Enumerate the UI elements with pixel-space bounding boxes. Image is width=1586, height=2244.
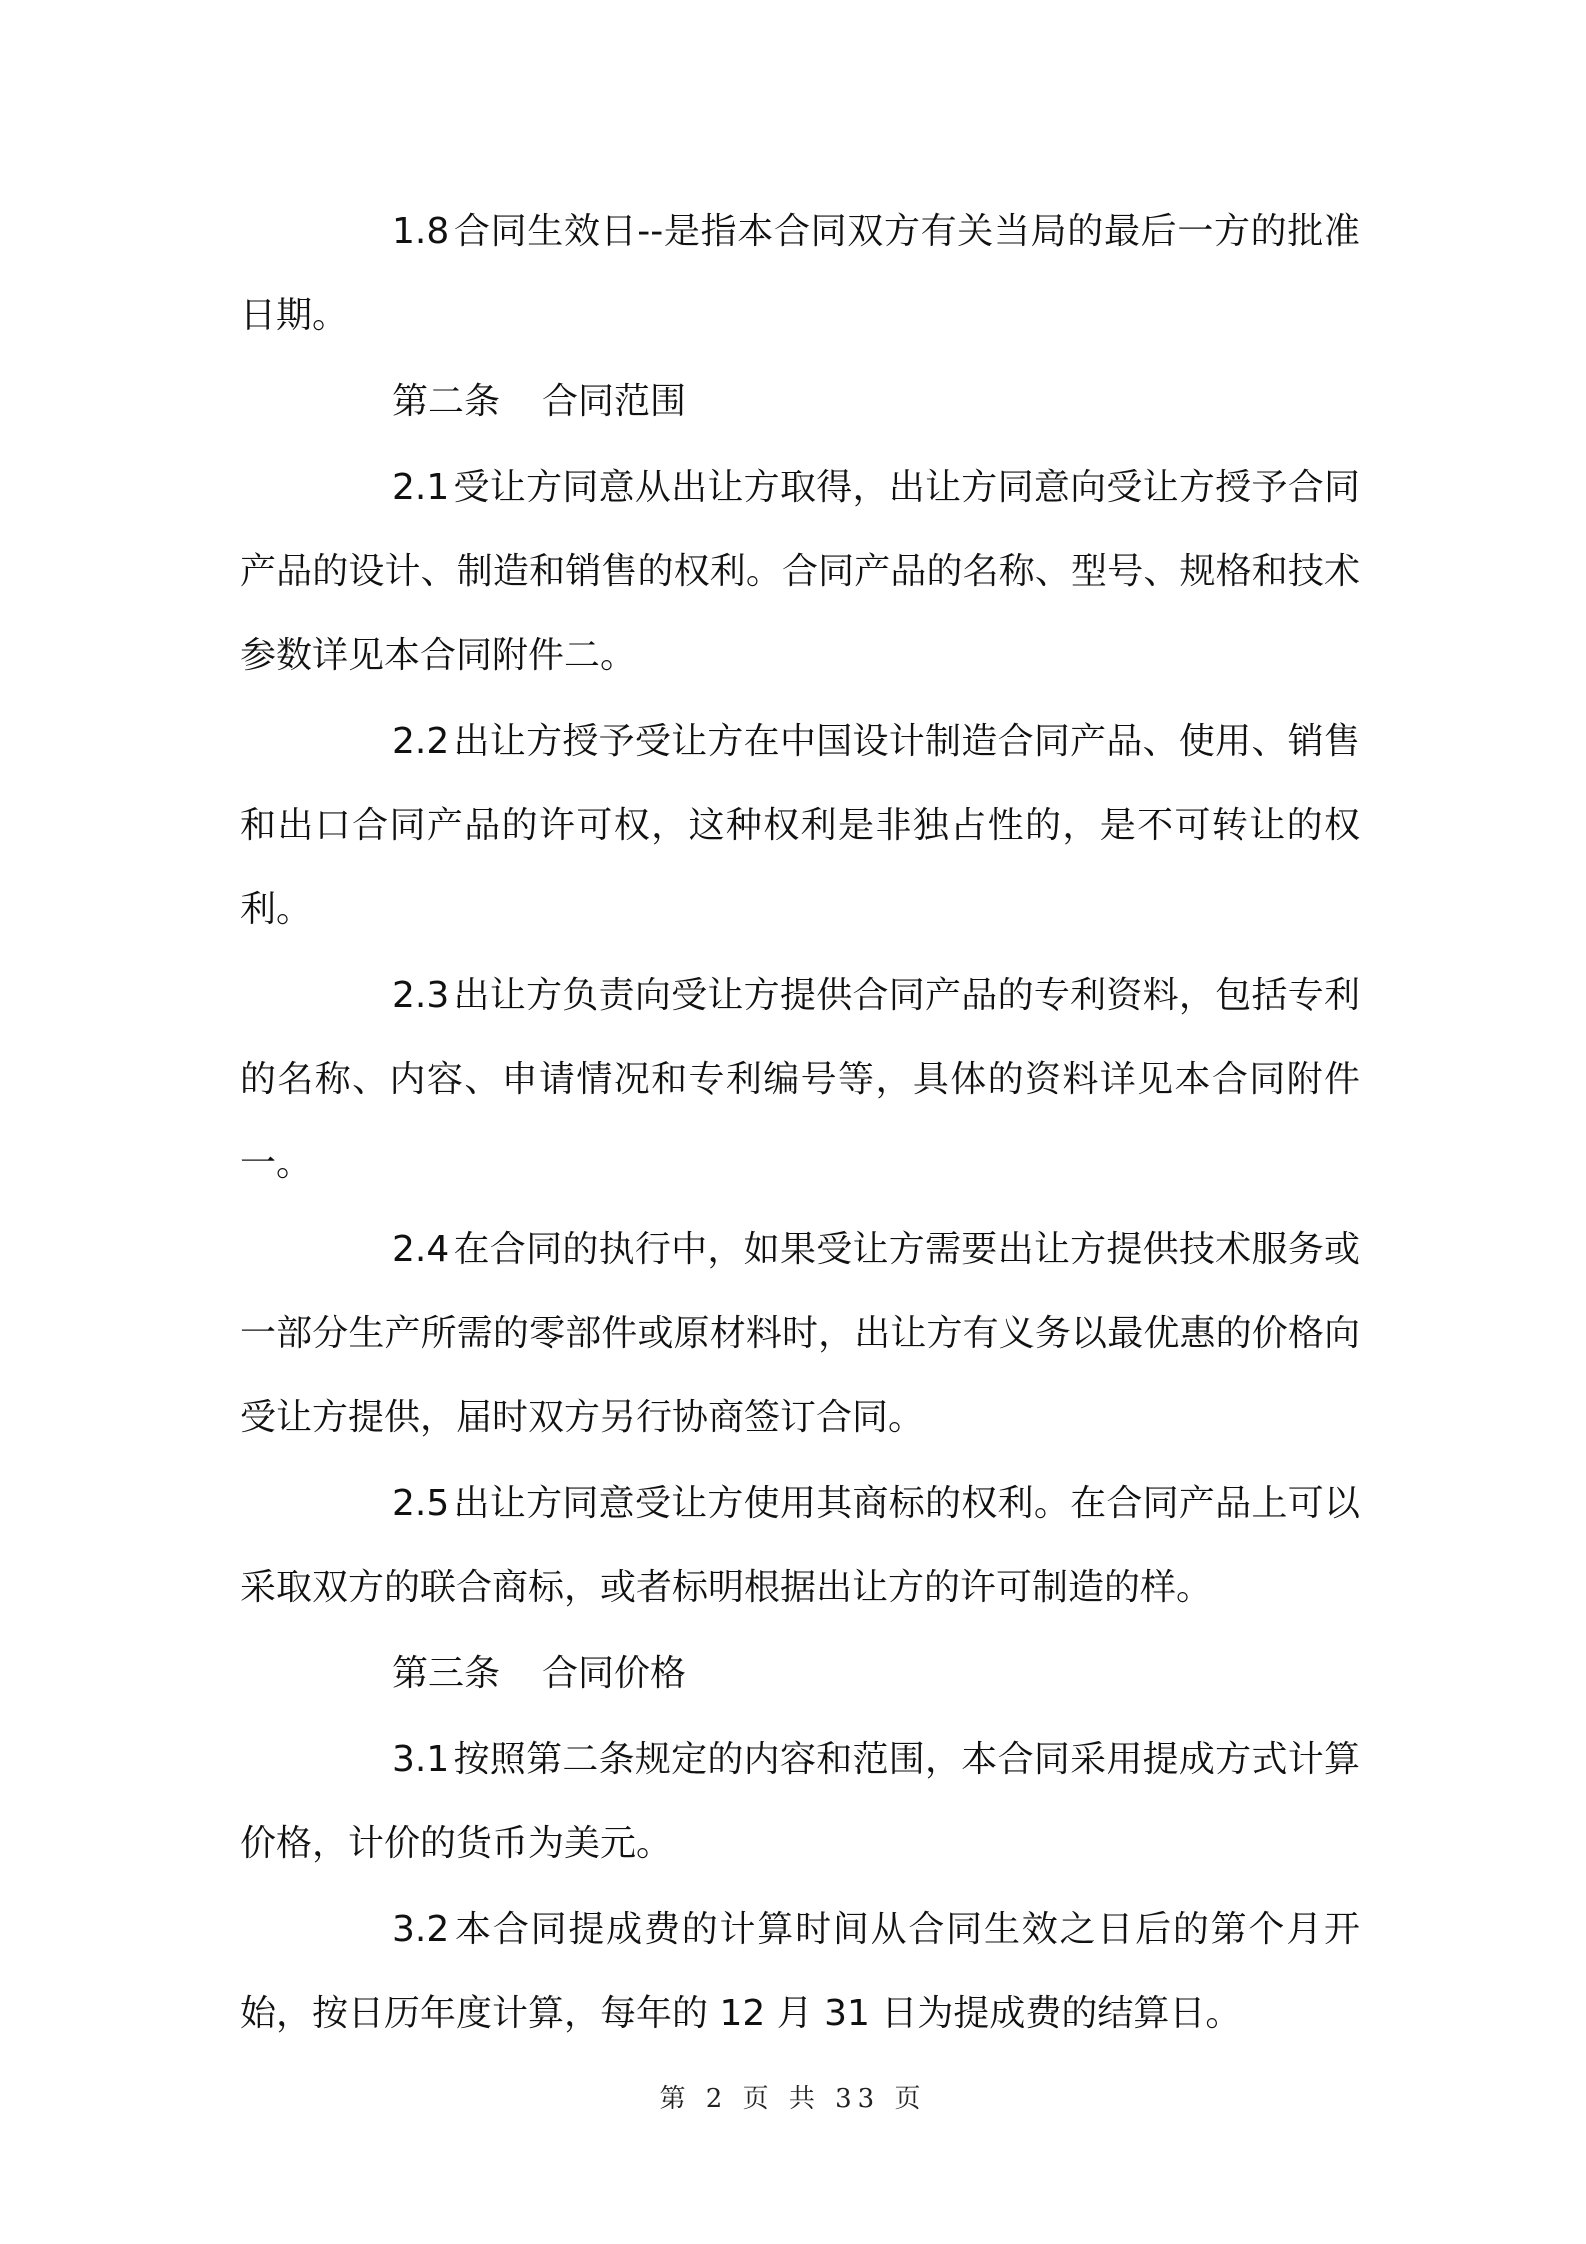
page-number-footer: 第 2 页 共 33 页	[659, 2084, 927, 2114]
article-title: 合同价格	[542, 1653, 687, 1694]
clause-2-3	[240, 954, 1360, 1206]
article-title: 合同范围	[542, 381, 687, 422]
clause-number: 2.2	[392, 721, 450, 762]
article-number: 第三条	[392, 1653, 501, 1694]
article-heading-3	[240, 1632, 1360, 1716]
clause-number: 2.3	[392, 975, 450, 1016]
clause-text: 按照第二条规定的内容和范围，本合同采用提成方式计算价格，计价的货币为美元。	[240, 1739, 1360, 1864]
clause-text: 出让方负责向受让方提供合同产品的专利资料，包括专利的名称、内容、申请情况和专利编号等，具体的资料详见本合同附件一。	[240, 975, 1360, 1184]
clause-number: 2.5	[392, 1483, 450, 1524]
clause-text: 出让方授予受让方在中国设计制造合同产品、使用、销售和出口合同产品的许可权，这种权利是非独占性的，是不可转让的权利。	[240, 721, 1360, 930]
clause-number: 1.8	[392, 211, 450, 252]
article-number: 第二条	[392, 381, 501, 422]
clause-number: 3.2	[392, 1909, 450, 1950]
clause-text: 受让方同意从出让方取得，出让方同意向受让方授予合同产品的设计、制造和销售的权利。合同产品的名称、型号、规格和技术参数详见本合同附件二。	[240, 467, 1360, 676]
document-body	[240, 190, 1360, 2058]
clause-text: 本合同提成费的计算时间从合同生效之日后的第个月开始，按日历年度计算，每年的 12 月 31 日为提成费的结算日。	[240, 1909, 1360, 2034]
clause-3-1	[240, 1718, 1360, 1886]
clause-2-1	[240, 446, 1360, 698]
clause-text: 合同生效日--是指本合同双方有关当局的最后一方的批准日期。	[240, 211, 1360, 336]
clause-2-2	[240, 700, 1360, 952]
clause-number: 2.1	[392, 467, 450, 508]
clause-3-2	[240, 1888, 1360, 2056]
clause-text: 出让方同意受让方使用其商标的权利。在合同产品上可以采取双方的联合商标，或者标明根据出让方的许可制造的样。	[240, 1483, 1360, 1608]
clause-number: 2.4	[392, 1229, 450, 1270]
clause-1-8	[240, 190, 1360, 358]
clause-text: 在合同的执行中，如果受让方需要出让方提供技术服务或一部分生产所需的零部件或原材料时，出让方有义务以最优惠的价格向受让方提供，届时双方另行协商签订合同。	[240, 1229, 1360, 1438]
clause-2-5	[240, 1462, 1360, 1630]
clause-number: 3.1	[392, 1739, 450, 1780]
article-heading-2	[240, 360, 1360, 444]
clause-2-4	[240, 1208, 1360, 1460]
